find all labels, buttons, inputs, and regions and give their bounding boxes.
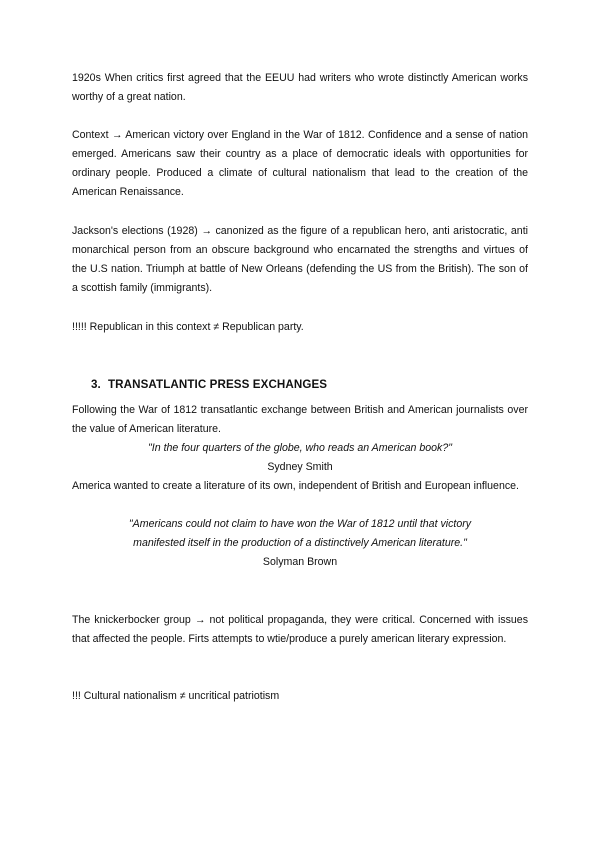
quote-brown-author: Solyman Brown <box>262 556 338 568</box>
paragraph-america-literature: America wanted to create a literature of its own, independent of British and European influence. <box>72 480 519 492</box>
section-heading <box>91 378 327 391</box>
paragraph-jackson: Jackson's elections (1928) → canonized as the figure of a republican hero, anti aristocratic, anti monarchical person from an obscure background who encarnated the strengths and virtues of the U.S nation. Triumph at battle of New Orleans (defending the US from the British). The son of a scottish family (immigrants). <box>72 225 528 294</box>
section-title: TRANSATLANTIC PRESS EXCHANGES <box>108 378 328 391</box>
paragraph-knickerbocker: The knickerbocker group → not political propaganda, they were critical. Concerned with issues that affected the people. Firts attempts to wtie/produce a purely american literary expression. <box>72 614 528 645</box>
quote-brown-line-2: manifested itself in the production of a distinctively American literature." <box>133 537 467 549</box>
quote-smith: "In the four quarters of the globe, who reads an American book?" <box>148 442 452 454</box>
paragraph-1920s: 1920s When critics first agreed that the EEUU had writers who wrote distinctly American works worthy of a great nation. <box>72 72 528 103</box>
note-cultural-nationalism: !!! Cultural nationalism ≠ uncritical patriotism <box>72 690 280 702</box>
quote-smith-author: Sydney Smith <box>267 461 333 473</box>
note-republican: !!!!! Republican in this context ≠ Republican party. <box>72 321 304 333</box>
paragraph-transatlantic: Following the War of 1812 transatlantic exchange between British and American journalists over the value of American literature. <box>72 404 528 435</box>
section-number: 3. <box>91 378 101 391</box>
quote-brown-line-1: "Americans could not claim to have won the War of 1812 until that victory <box>128 518 472 530</box>
paragraph-context: Context → American victory over England in the War of 1812. Confidence and a sense of nation emerged. Americans saw their country as a place of democratic ideals with opportunities for ordinary people. Produced a climate of cultural nationalism that lead to the creation of the American Renaissance. <box>72 129 528 198</box>
